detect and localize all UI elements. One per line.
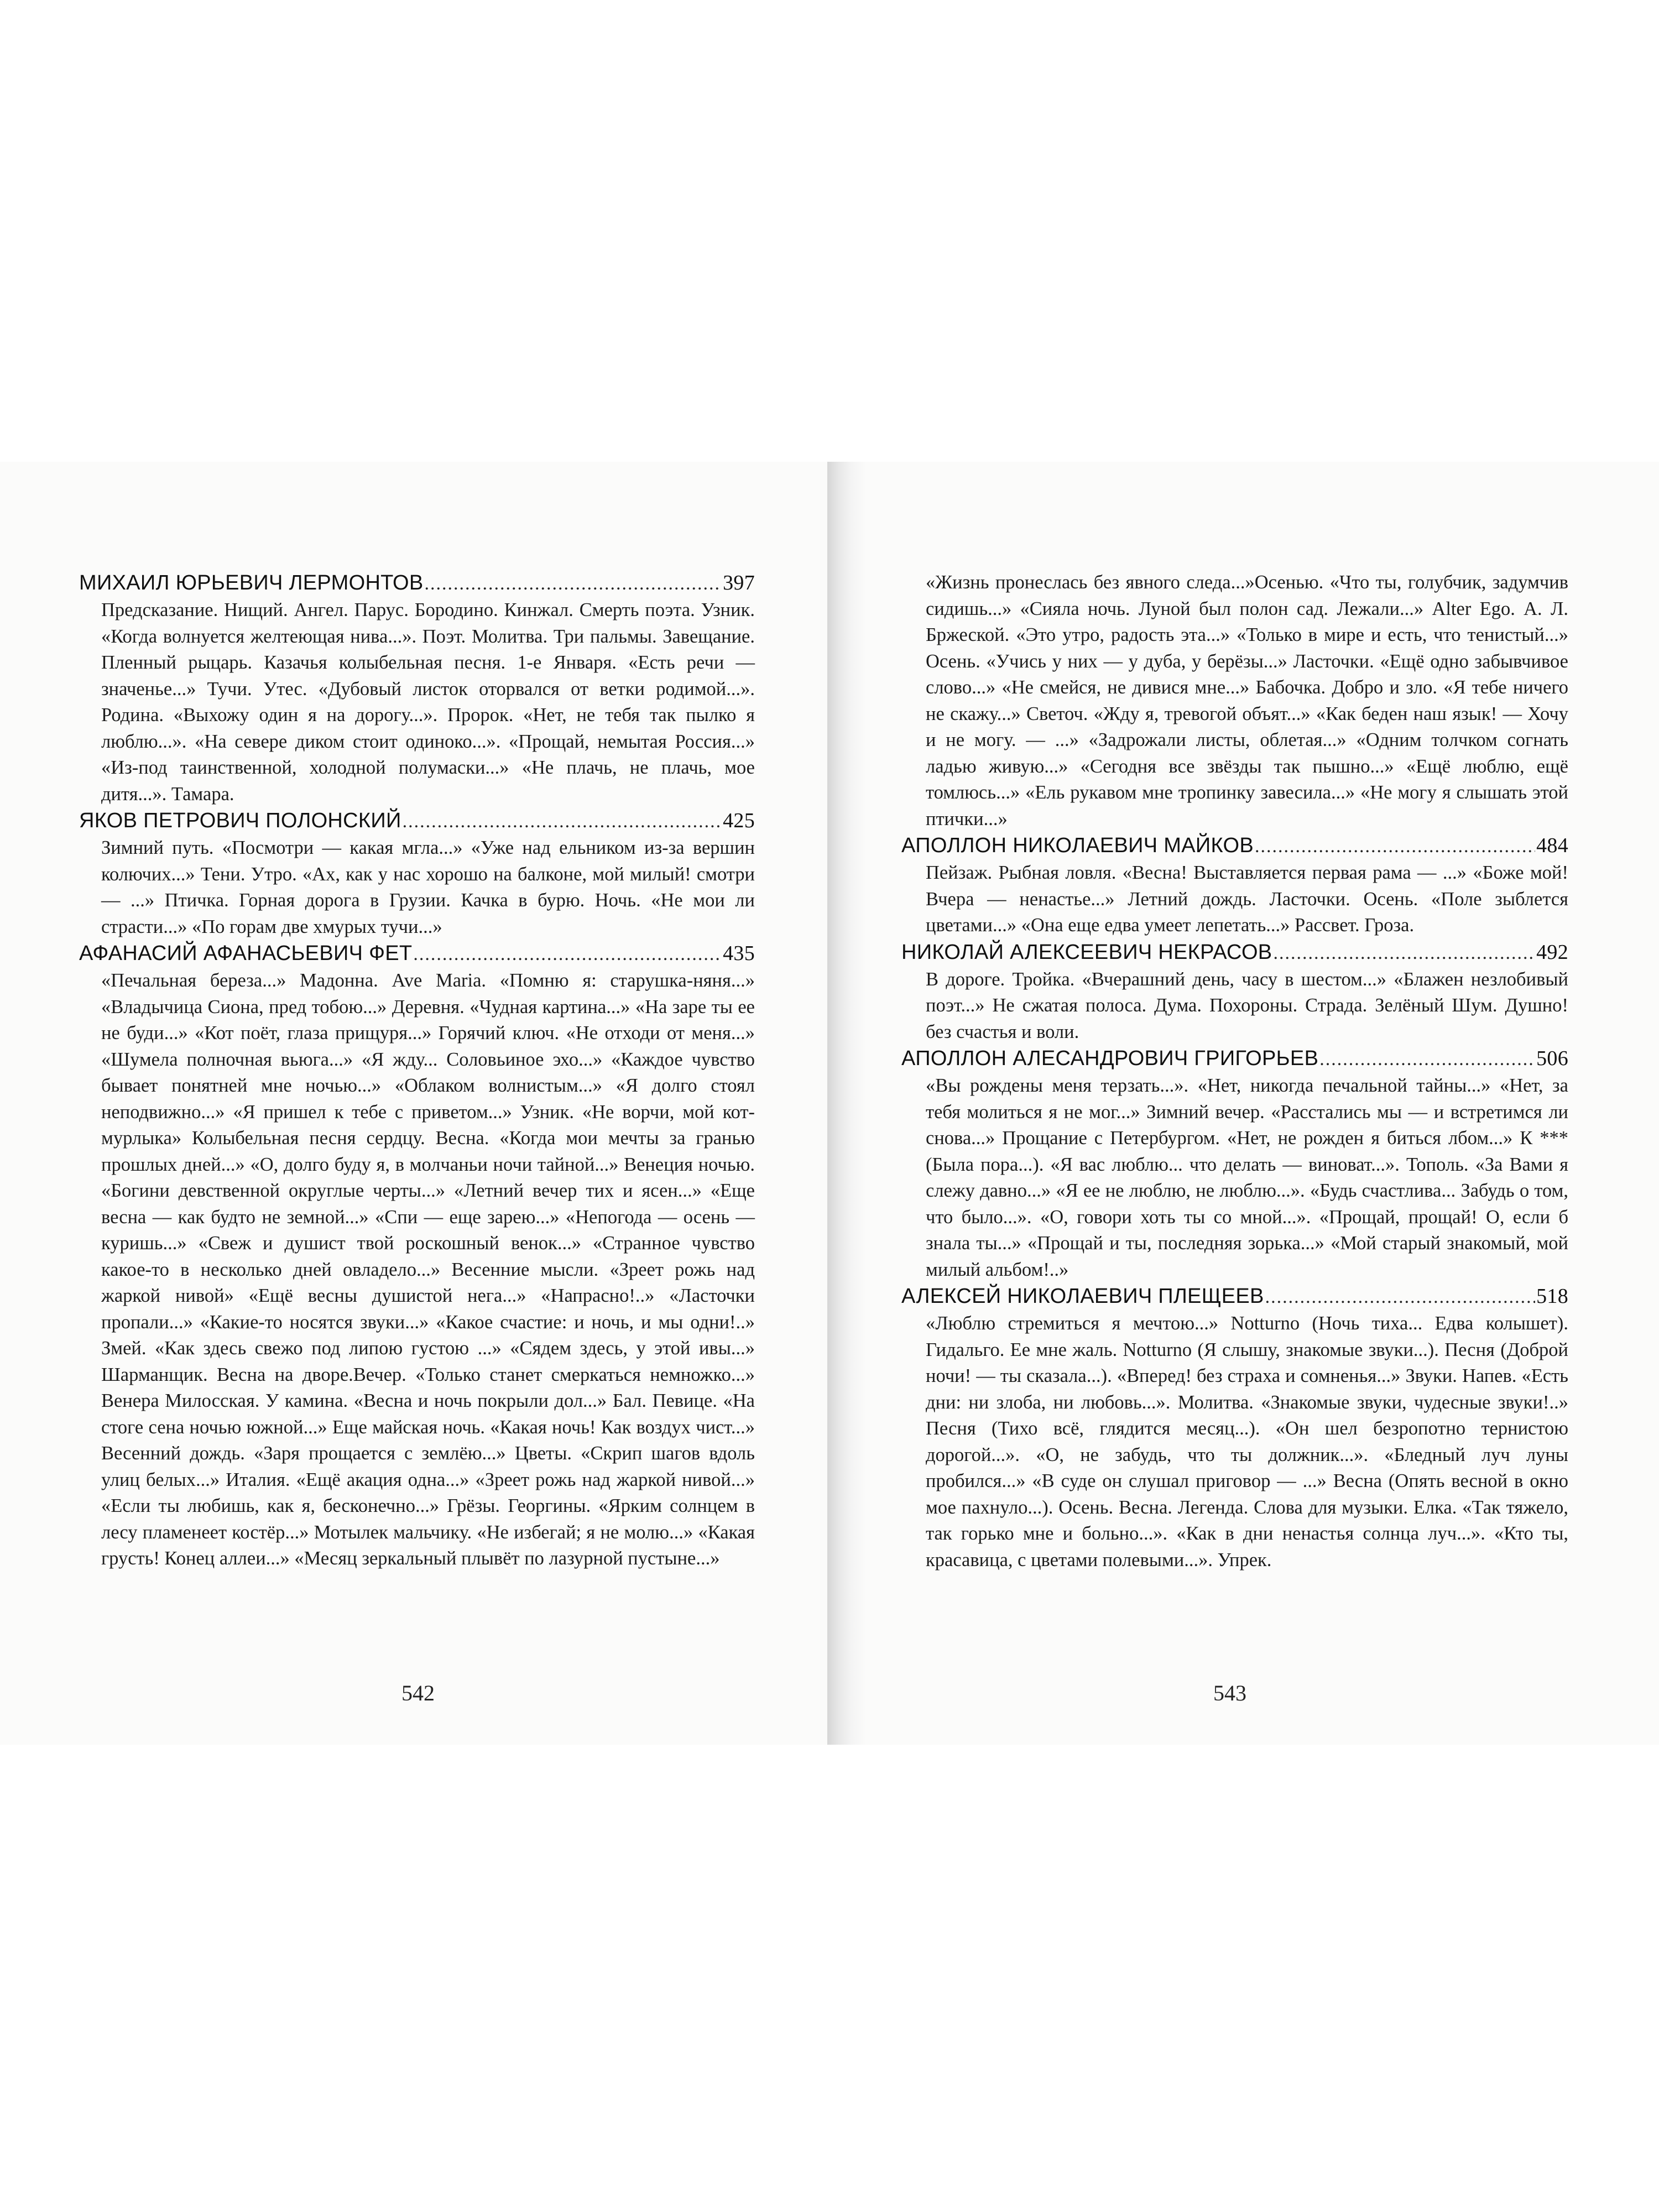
contents-list: Пейзаж. Рыбная ловля. «Весна! Выставляется первая рама — ...» «Боже мой! Вчера — ненастье...» Летний дождь. Ласточки. Осень. «Поле зыблется цветами...» «Она еще едва умеет лепетать...» Рассвет. Гроза. (926, 862, 1568, 936)
author-name: ЯКОВ ПЕТРОВИЧ ПОЛОНСКИЙ (79, 809, 401, 832)
contents-list: В дороге. Тройка. «Вчерашний день, часу в шестом...» «Блажен незлобивый поэт...» Не сжатая полоса. Дума. Похороны. Страда. Зелёный Шум. Душно! без счастья и воли. (926, 968, 1568, 1042)
author-name: АФАНАСИЙ АФАНАСЬЕВИЧ ФЕТ (79, 942, 413, 965)
author-heading (901, 939, 1568, 967)
dot-leader (1319, 1046, 1535, 1073)
left-page-contents (79, 570, 755, 1572)
book-spread (0, 462, 1659, 1745)
page-folio: 543 (1213, 1681, 1246, 1705)
left-page (0, 462, 830, 1745)
contents-list: Зимний путь. «Посмотри — какая мгла...» «Уже над ельником из-за вершин колючих...» Тени. Утро. «Ах, как у нас хорошо на балконе, мой милый! смотри — ...» Птичка. Горная дорога в Грузии. Качка в бурю. Ночь. «Не мои ли страсти...» «По горам две хмурых тучи...» (101, 837, 755, 937)
author-name: НИКОЛАЙ АЛЕКСЕЕВИЧ НЕКРАСОВ (901, 940, 1272, 964)
page-number: 397 (723, 571, 755, 594)
page-number: 484 (1536, 834, 1568, 857)
page-number: 506 (1536, 1047, 1568, 1070)
page-number: 518 (1536, 1285, 1568, 1308)
author-heading (79, 940, 755, 968)
toc-entry-fet (79, 940, 755, 1572)
right-page (830, 462, 1659, 1745)
book-gutter (827, 462, 866, 1745)
author-heading (901, 832, 1568, 860)
toc-entry-pleshcheyev (901, 1283, 1568, 1573)
toc-entry-maykov (901, 832, 1568, 939)
dot-leader (425, 571, 722, 597)
author-heading (901, 1045, 1568, 1073)
page-folio: 542 (401, 1681, 435, 1705)
dot-leader (413, 941, 722, 968)
author-name: МИХАИЛ ЮРЬЕВИЧ ЛЕРМОНТОВ (79, 571, 424, 594)
continued-contents-list: «Жизнь пронеслась без явного следа...»Осенью. «Что ты, голубчик, задумчив сидишь...» «Сияла ночь. Луной был полон сад. Лежали...» Alter Ego. А. Л. Бржеской. «Это утро, радость эта...» «Только в мире и есть, что тенистый...» Осень. «Учись у них — у дуба, у берёзы...» Ласточки. «Ещё одно забывчивое слово...» «Не смейся, не дивися мне...» Бабочка. Добро и зло. «Я тебе ничего не скажу...» Светоч. «Жду я, тревогой объят...» «Как беден наш язык! — Хочу и не могу. — ...» «Задрожали листы, облетая...» «Одним толчком согнать ладью живую...» «Сегодня все звёзды так пышно...» «Ещё люблю, ещё томлюсь...» «Ель рукавом мне тропинку завесила...» «Не могу я слышать этой птички...» (926, 572, 1568, 830)
toc-entry-nekrasov (901, 939, 1568, 1046)
author-name: АПОЛЛОН АЛЕСАНДРОВИЧ ГРИГОРЬЕВ (901, 1047, 1319, 1070)
right-page-contents (901, 570, 1568, 1573)
toc-entry-polonsky (79, 807, 755, 940)
dot-leader (1265, 1284, 1535, 1311)
author-name: АПОЛЛОН НИКОЛАЕВИЧ МАЙКОВ (901, 834, 1254, 857)
contents-list: «Печальная береза...» Мадонна. Ave Maria. «Помню я: старушка-няня...» «Владычица Сиона, пред тобою...» Деревня. «Чудная картина...» «На заре ты ее не буди...» «Кот поёт, глаза прищуря...» Горячий ключ. «Не отходи от меня...» «Шумела полночная вьюга...» «Я жду... Соловьиное эхо...» «Каждое чувство бывает понятней мне ночью...» «Облаком волнистым...» «Я долго стоял неподвижно...» «Я пришел к тебе с приветом...» Узник. «Не ворчи, мой кот-мурлыка» Колыбельная песня сердцу. Весна. «Когда мои мечты за гранью прошлых дней...» «О, долго буду я, в молчаньи ночи тайной...» Венеция ночью. «Богини девственной округлые черты...» «Летний вечер тих и ясен...» «Еще весна — как будто не земной...» «Спи — еще зарею...» «Непогода — осень — куришь...» «Свеж и душист твой роскошный венок...» «Странное чувство какое-то в несколько дней овладело...» Весенние мысли. «Зреет рожь над жаркой нивой» «Ещё весны душистой нега...» «Напрасно!..» «Ласточки пропали...» «Какие-то носятся звуки...» «Какое счастие: и ночь, и мы одни!..» Змей. «Как здесь свежо под липою густою ...» «Сядем здесь, у этой ивы...» Шарманщик. Весна на дворе.Вечер. «Только станет смеркаться немножко...» Венера Милосская. У камина. «Весна и ночь покрыли дол...» Бал. Певице. «На стоге сена ночью южной...» Еще майская ночь. «Какая ночь! Как воздух чист...» Весенний дождь. «Заря прощается с землёю...» Цветы. «Скрип шагов вдоль улиц белых...» Италия. «Ещё акация одна...» «Зреет рожь над жаркой нивой...» «Если ты любишь, как я, бесконечно...» Грёзы. Георгины. «Ярким солнцем в лесу пламенеет костёр...» Мотылек мальчику. «Не избегай; я не молю...» «Какая грусть! Конец аллеи...» «Месяц зеркальный плывёт по лазурной пустыне...» (101, 970, 755, 1569)
page-number: 435 (723, 942, 755, 965)
author-heading (79, 570, 755, 597)
author-heading (901, 1283, 1568, 1311)
contents-list: «Люблю стремиться я мечтою...» Notturno (Ночь тиха... Едва колышет). Гидальго. Ее мне жаль. Notturno (Я слышу, знакомые звуки...). Песня (Доброй ночи! — ты сказала...). «Вперед! без страха и сомненья...» Звуки. Напев. «Есть дни: ни злоба, ни любовь...». Молитва. «Знакомые звуки, чудесные звуки!..» Песня (Тихо всё, глядится месяц...). «Он шел безропотно тернистою дорогой...». «О, не забудь, что ты должник...». «Бледный луч луны пробился...» «В суде он слушал приговор — ...» Весна (Опять весной в окно мое пахнуло...). Осень. Весна. Легенда. Слова для музыки. Елка. «Так тяжело, так горько мне и больно...». «Как в дни ненастья солнца луч...». «Кто ты, красавица, с цветами полевыми...». Упрек. (926, 1313, 1568, 1571)
page-number: 425 (723, 809, 755, 832)
dot-leader (1273, 940, 1535, 967)
toc-entry-lermontov (79, 570, 755, 807)
page-number: 492 (1536, 940, 1568, 964)
contents-list: «Вы рождены меня терзать...». «Нет, никогда печальной тайны...» «Нет, за тебя молиться я не мог...» Зимний вечер. «Расстались мы — и встретимся ли снова...» Прощание с Петербургом. «Нет, не рожден я биться лбом...» К *** (Была пора...). «Я вас люблю... что делать — виноват...». Тополь. «За Вами я слежу давно...» «Я ее не люблю, не люблю...». «Будь счастлива... Забудь о том, что было...». «О, говори хоть ты со мной...». «Прощай, прощай! О, если б знала ты...» «Прощай и ты, последняя зорька...» «Мой старый знакомый, мой милый альбом!..» (926, 1075, 1568, 1280)
author-heading (79, 807, 755, 835)
dot-leader (403, 808, 722, 835)
dot-leader (1255, 833, 1535, 860)
toc-entry-grigoryev (901, 1045, 1568, 1283)
author-name: АЛЕКСЕЙ НИКОЛАЕВИЧ ПЛЕЩЕЕВ (901, 1285, 1264, 1308)
contents-list: Предсказание. Нищий. Ангел. Парус. Бородино. Кинжал. Смерть поэта. Узник. «Когда волнуется желтеющая нива...». Поэт. Молитва. Три пальмы. Завещание. Пленный рыцарь. Казачья колыбельная песня. 1-е Января. «Есть речи — значенье...» Тучи. Утес. «Дубовый листок оторвался от ветки родимой...». Родина. «Выхожу один я на дорогу...». Пророк. «Нет, не тебя так пылко я люблю...». «На севере диком стоит одиноко...». «Прощай, немытая Россия...» «Из-под таинственной, холодной полумаски...» «Не плачь, не плачь, мое дитя...». Тамара. (101, 599, 755, 805)
